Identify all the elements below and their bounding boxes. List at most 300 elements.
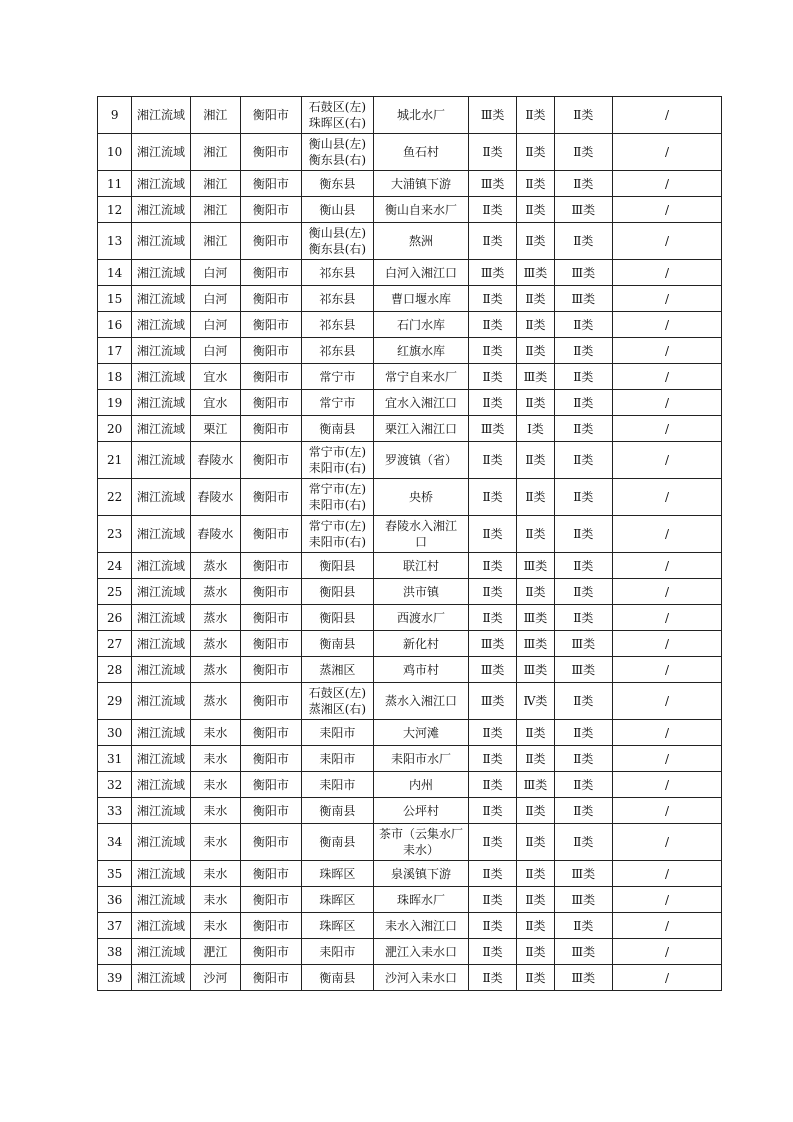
row-number-cell: 20 (98, 416, 132, 442)
basin-cell: 湘江流域 (132, 861, 190, 887)
county-cell (301, 390, 374, 416)
river-cell: 舂陵水 (190, 516, 240, 553)
site-cell (374, 479, 469, 516)
class-c-cell: Ⅲ类 (554, 260, 612, 286)
row-number-cell: 15 (98, 286, 132, 312)
basin-cell: 湘江流域 (132, 553, 190, 579)
site-cell (374, 197, 469, 223)
river-cell: 耒水 (190, 746, 240, 772)
site-cell-line: 罗渡镇（省） (385, 453, 458, 467)
class-a-cell: Ⅱ类 (468, 442, 516, 479)
class-c-cell: Ⅱ类 (554, 824, 612, 861)
class-b-cell: Ⅲ类 (517, 657, 554, 683)
class-b-cell: Ⅱ类 (517, 338, 554, 364)
county-cell (301, 338, 374, 364)
class-b-cell: Ⅱ类 (517, 861, 554, 887)
city-cell: 衡阳市 (241, 605, 301, 631)
river-cell: 耒水 (190, 861, 240, 887)
county-cell-line: 衡南县 (319, 421, 356, 436)
site-cell-line: 城北水厂 (397, 108, 446, 122)
site-cell-line: 白河入湘江口 (385, 265, 458, 280)
river-cell: 湘江 (190, 97, 240, 134)
table-row (98, 479, 722, 516)
class-c-cell: Ⅱ类 (554, 223, 612, 260)
row-number-cell: 25 (98, 579, 132, 605)
class-b-cell: Ⅲ类 (517, 364, 554, 390)
county-cell (301, 965, 374, 991)
county-cell-line: 耒阳市 (319, 777, 356, 792)
class-b-cell: Ⅲ类 (517, 772, 554, 798)
site-cell (374, 338, 469, 364)
city-cell: 衡阳市 (241, 631, 301, 657)
site-cell-line: 常宁自来水厂 (385, 369, 458, 384)
county-cell-line: 耒阳市(右) (308, 461, 367, 475)
site-cell (374, 824, 469, 861)
class-c-cell: Ⅱ类 (554, 97, 612, 134)
class-b-cell: Ⅱ类 (517, 798, 554, 824)
class-a-cell: Ⅱ类 (468, 939, 516, 965)
site-cell-line: 熬洲 (409, 234, 434, 248)
class-b-cell: Ⅲ类 (517, 260, 554, 286)
county-cell-line: 常宁市(左) (308, 445, 367, 459)
basin-cell: 湘江流域 (132, 772, 190, 798)
city-cell: 衡阳市 (241, 479, 301, 516)
table-row (98, 364, 722, 390)
class-c-cell: Ⅱ类 (554, 798, 612, 824)
county-cell (301, 913, 374, 939)
class-c-cell: Ⅱ类 (554, 171, 612, 197)
river-cell: 蒸水 (190, 657, 240, 683)
site-cell (374, 772, 469, 798)
county-cell (301, 657, 374, 683)
note-cell: / (613, 861, 722, 887)
site-cell (374, 134, 469, 171)
basin-cell: 湘江流域 (132, 683, 190, 720)
river-cell: 白河 (190, 286, 240, 312)
county-cell-line: 石鼓区(左) (308, 100, 367, 114)
city-cell: 衡阳市 (241, 861, 301, 887)
class-c-cell: Ⅲ类 (554, 631, 612, 657)
basin-cell: 湘江流域 (132, 824, 190, 861)
class-c-cell: Ⅱ类 (554, 720, 612, 746)
city-cell: 衡阳市 (241, 97, 301, 134)
basin-cell: 湘江流域 (132, 312, 190, 338)
class-a-cell: Ⅱ类 (468, 746, 516, 772)
site-cell (374, 746, 469, 772)
county-cell (301, 286, 374, 312)
city-cell: 衡阳市 (241, 913, 301, 939)
city-cell: 衡阳市 (241, 197, 301, 223)
county-cell (301, 171, 374, 197)
city-cell: 衡阳市 (241, 746, 301, 772)
class-c-cell: Ⅱ类 (554, 553, 612, 579)
county-cell-line: 耒阳市 (319, 725, 356, 740)
class-a-cell: Ⅱ类 (468, 798, 516, 824)
river-cell: 耒水 (190, 824, 240, 861)
river-cell: 蒸水 (190, 631, 240, 657)
class-b-cell: Ⅱ类 (517, 579, 554, 605)
class-a-cell: Ⅲ类 (468, 683, 516, 720)
table-row (98, 312, 722, 338)
table-row (98, 223, 722, 260)
river-cell: 湘江 (190, 223, 240, 260)
site-cell-line: 石门水库 (397, 317, 446, 332)
site-cell-line: 宜水入湘江口 (385, 395, 458, 410)
site-cell-line: 蒸水入湘江口 (385, 694, 458, 708)
row-number-cell: 14 (98, 260, 132, 286)
city-cell: 衡阳市 (241, 134, 301, 171)
county-cell-line: 衡东县(右) (308, 242, 367, 256)
county-cell-line: 珠晖区 (319, 892, 356, 907)
class-a-cell: Ⅱ类 (468, 516, 516, 553)
class-a-cell: Ⅲ类 (468, 657, 516, 683)
class-c-cell: Ⅱ类 (554, 683, 612, 720)
row-number-cell: 29 (98, 683, 132, 720)
class-b-cell: Ⅱ类 (517, 746, 554, 772)
county-cell (301, 479, 374, 516)
class-b-cell: Ⅱ类 (517, 720, 554, 746)
note-cell: / (613, 197, 722, 223)
class-b-cell: Ⅱ类 (517, 286, 554, 312)
basin-cell: 湘江流域 (132, 657, 190, 683)
class-a-cell: Ⅱ类 (468, 605, 516, 631)
county-cell-line: 常宁市 (319, 369, 356, 384)
site-cell-line: 公坪村 (403, 803, 440, 818)
row-number-cell: 27 (98, 631, 132, 657)
basin-cell: 湘江流域 (132, 390, 190, 416)
class-a-cell: Ⅲ类 (468, 171, 516, 197)
county-cell (301, 223, 374, 260)
site-cell (374, 553, 469, 579)
city-cell: 衡阳市 (241, 824, 301, 861)
river-cell: 耒水 (190, 798, 240, 824)
county-cell-line: 衡南县 (319, 835, 356, 849)
site-cell (374, 312, 469, 338)
site-cell (374, 286, 469, 312)
class-c-cell: Ⅱ类 (554, 312, 612, 338)
basin-cell: 湘江流域 (132, 286, 190, 312)
class-a-cell: Ⅱ类 (468, 965, 516, 991)
class-b-cell: Ⅱ类 (517, 479, 554, 516)
table-row (98, 390, 722, 416)
basin-cell: 湘江流域 (132, 605, 190, 631)
class-a-cell: Ⅱ类 (468, 286, 516, 312)
county-cell (301, 197, 374, 223)
basin-cell: 湘江流域 (132, 442, 190, 479)
county-cell (301, 824, 374, 861)
note-cell: / (613, 479, 722, 516)
county-cell-line: 衡阳县 (319, 558, 356, 573)
class-a-cell: Ⅱ类 (468, 720, 516, 746)
county-cell-line: 耒阳市 (319, 751, 356, 766)
river-cell: 耒水 (190, 772, 240, 798)
basin-cell: 湘江流域 (132, 913, 190, 939)
note-cell: / (613, 579, 722, 605)
table-row (98, 657, 722, 683)
row-number-cell: 18 (98, 364, 132, 390)
note-cell: / (613, 312, 722, 338)
class-c-cell: Ⅱ类 (554, 338, 612, 364)
basin-cell: 湘江流域 (132, 746, 190, 772)
row-number-cell: 33 (98, 798, 132, 824)
river-cell: 宜水 (190, 364, 240, 390)
class-c-cell: Ⅲ类 (554, 657, 612, 683)
row-number-cell: 23 (98, 516, 132, 553)
city-cell: 衡阳市 (241, 579, 301, 605)
basin-cell: 湘江流域 (132, 798, 190, 824)
row-number-cell: 21 (98, 442, 132, 479)
site-cell-line: 曹口堰水库 (391, 291, 452, 306)
class-a-cell: Ⅱ类 (468, 913, 516, 939)
river-cell: 白河 (190, 338, 240, 364)
basin-cell: 湘江流域 (132, 965, 190, 991)
site-cell-line: 西渡水厂 (397, 610, 446, 625)
note-cell: / (613, 390, 722, 416)
class-a-cell: Ⅲ类 (468, 97, 516, 134)
class-a-cell: Ⅲ类 (468, 416, 516, 442)
basin-cell: 湘江流域 (132, 631, 190, 657)
row-number-cell: 22 (98, 479, 132, 516)
note-cell: / (613, 338, 722, 364)
table-row (98, 286, 722, 312)
county-cell (301, 683, 374, 720)
river-cell: 白河 (190, 260, 240, 286)
county-cell-line: 石鼓区(左) (308, 686, 367, 700)
class-b-cell: Ⅱ类 (517, 442, 554, 479)
class-b-cell: Ⅱ类 (517, 516, 554, 553)
class-c-cell: Ⅱ类 (554, 390, 612, 416)
table-row (98, 442, 722, 479)
city-cell: 衡阳市 (241, 939, 301, 965)
water-quality-table (97, 96, 722, 991)
table-row (98, 861, 722, 887)
class-a-cell: Ⅱ类 (468, 824, 516, 861)
table-row (98, 416, 722, 442)
class-a-cell: Ⅱ类 (468, 553, 516, 579)
note-cell: / (613, 720, 722, 746)
class-b-cell: Ⅱ类 (517, 97, 554, 134)
county-cell (301, 798, 374, 824)
city-cell: 衡阳市 (241, 312, 301, 338)
class-b-cell: Ⅲ类 (517, 605, 554, 631)
class-c-cell: Ⅲ类 (554, 861, 612, 887)
city-cell: 衡阳市 (241, 798, 301, 824)
site-cell-line: 衡山自来水厂 (385, 202, 458, 217)
class-c-cell: Ⅱ类 (554, 416, 612, 442)
site-cell-line: 内州 (409, 777, 434, 792)
site-cell (374, 364, 469, 390)
row-number-cell: 32 (98, 772, 132, 798)
class-b-cell: Ⅰ类 (517, 416, 554, 442)
river-cell: 舂陵水 (190, 479, 240, 516)
basin-cell: 湘江流域 (132, 171, 190, 197)
county-cell (301, 720, 374, 746)
county-cell (301, 516, 374, 553)
city-cell: 衡阳市 (241, 416, 301, 442)
site-cell (374, 223, 469, 260)
county-cell-line: 祁东县 (319, 265, 356, 280)
city-cell: 衡阳市 (241, 390, 301, 416)
county-cell (301, 416, 374, 442)
site-cell (374, 171, 469, 197)
row-number-cell: 37 (98, 913, 132, 939)
note-cell: / (613, 683, 722, 720)
site-cell (374, 605, 469, 631)
table-row (98, 516, 722, 553)
county-cell-line: 衡阳县 (319, 610, 356, 625)
note-cell: / (613, 605, 722, 631)
city-cell: 衡阳市 (241, 286, 301, 312)
class-a-cell: Ⅱ类 (468, 197, 516, 223)
note-cell: / (613, 442, 722, 479)
row-number-cell: 39 (98, 965, 132, 991)
site-cell (374, 416, 469, 442)
site-cell-line: 红旗水库 (397, 343, 446, 358)
site-cell (374, 579, 469, 605)
row-number-cell: 28 (98, 657, 132, 683)
row-number-cell: 17 (98, 338, 132, 364)
river-cell: 蒸水 (190, 605, 240, 631)
class-b-cell: Ⅱ类 (517, 939, 554, 965)
basin-cell: 湘江流域 (132, 416, 190, 442)
table-row (98, 772, 722, 798)
site-cell (374, 442, 469, 479)
site-cell (374, 97, 469, 134)
county-cell-line: 衡山县 (319, 202, 356, 217)
row-number-cell: 31 (98, 746, 132, 772)
class-b-cell: Ⅲ类 (517, 553, 554, 579)
county-cell (301, 861, 374, 887)
class-c-cell: Ⅱ类 (554, 913, 612, 939)
class-c-cell: Ⅱ类 (554, 605, 612, 631)
site-cell-line: 耒水） (403, 843, 440, 857)
site-cell-line: 洪市镇 (403, 584, 440, 599)
class-a-cell: Ⅱ类 (468, 579, 516, 605)
class-a-cell: Ⅱ类 (468, 223, 516, 260)
site-cell (374, 939, 469, 965)
basin-cell: 湘江流域 (132, 197, 190, 223)
row-number-cell: 12 (98, 197, 132, 223)
row-number-cell: 9 (98, 97, 132, 134)
site-cell (374, 913, 469, 939)
river-cell: 舂陵水 (190, 442, 240, 479)
row-number-cell: 36 (98, 887, 132, 913)
site-cell-line: 鸡市村 (403, 662, 440, 677)
note-cell: / (613, 416, 722, 442)
class-a-cell: Ⅱ类 (468, 861, 516, 887)
class-b-cell: Ⅱ类 (517, 965, 554, 991)
table-row (98, 683, 722, 720)
class-a-cell: Ⅱ类 (468, 772, 516, 798)
river-cell: 沙河 (190, 965, 240, 991)
table-row (98, 553, 722, 579)
basin-cell: 湘江流域 (132, 516, 190, 553)
class-a-cell: Ⅲ类 (468, 631, 516, 657)
site-cell (374, 798, 469, 824)
city-cell: 衡阳市 (241, 720, 301, 746)
city-cell: 衡阳市 (241, 338, 301, 364)
site-cell (374, 516, 469, 553)
basin-cell: 湘江流域 (132, 260, 190, 286)
site-cell-line: 口 (415, 535, 428, 549)
site-cell-line: 联江村 (403, 558, 440, 573)
note-cell: / (613, 631, 722, 657)
class-c-cell: Ⅲ类 (554, 286, 612, 312)
class-a-cell: Ⅱ类 (468, 390, 516, 416)
site-cell-line: 茶市（云集水厂 (379, 827, 464, 841)
note-cell: / (613, 965, 722, 991)
site-cell-line: 鱼石村 (403, 145, 440, 159)
county-cell-line: 祁东县 (319, 291, 356, 306)
note-cell: / (613, 657, 722, 683)
city-cell: 衡阳市 (241, 442, 301, 479)
note-cell: / (613, 913, 722, 939)
county-cell-line: 衡山县(左) (308, 137, 367, 151)
row-number-cell: 10 (98, 134, 132, 171)
note-cell: / (613, 134, 722, 171)
class-c-cell: Ⅱ类 (554, 746, 612, 772)
county-cell (301, 364, 374, 390)
note-cell: / (613, 286, 722, 312)
river-cell: 蒸水 (190, 553, 240, 579)
class-b-cell: Ⅱ类 (517, 824, 554, 861)
county-cell (301, 442, 374, 479)
county-cell-line: 祁东县 (319, 343, 356, 358)
row-number-cell: 16 (98, 312, 132, 338)
site-cell-line: 耒水入湘江口 (385, 918, 458, 933)
site-cell (374, 390, 469, 416)
county-cell-line: 衡山县(左) (308, 226, 367, 240)
row-number-cell: 30 (98, 720, 132, 746)
note-cell: / (613, 171, 722, 197)
site-cell-line: 泉溪镇下游 (391, 866, 452, 881)
table-body (98, 97, 722, 991)
site-cell-line: 大浦镇下游 (391, 176, 452, 191)
note-cell: / (613, 887, 722, 913)
county-cell-line: 耒阳市(右) (308, 498, 367, 512)
county-cell (301, 553, 374, 579)
note-cell: / (613, 939, 722, 965)
county-cell (301, 939, 374, 965)
county-cell-line: 珠晖区(右) (308, 116, 367, 130)
city-cell: 衡阳市 (241, 683, 301, 720)
river-cell: 淝江 (190, 939, 240, 965)
county-cell-line: 常宁市 (319, 395, 356, 410)
basin-cell: 湘江流域 (132, 887, 190, 913)
county-cell (301, 134, 374, 171)
class-b-cell: Ⅱ类 (517, 134, 554, 171)
county-cell-line: 衡南县 (319, 803, 356, 818)
table-row (98, 746, 722, 772)
note-cell: / (613, 553, 722, 579)
table-row (98, 824, 722, 861)
class-a-cell: Ⅱ类 (468, 479, 516, 516)
river-cell: 宜水 (190, 390, 240, 416)
basin-cell: 湘江流域 (132, 338, 190, 364)
note-cell: / (613, 746, 722, 772)
class-c-cell: Ⅲ类 (554, 939, 612, 965)
document-page (97, 96, 722, 991)
class-c-cell: Ⅲ类 (554, 887, 612, 913)
city-cell: 衡阳市 (241, 772, 301, 798)
table-row (98, 338, 722, 364)
county-cell (301, 746, 374, 772)
basin-cell: 湘江流域 (132, 97, 190, 134)
class-a-cell: Ⅱ类 (468, 887, 516, 913)
county-cell (301, 312, 374, 338)
county-cell-line: 耒阳市 (319, 944, 356, 959)
river-cell: 白河 (190, 312, 240, 338)
